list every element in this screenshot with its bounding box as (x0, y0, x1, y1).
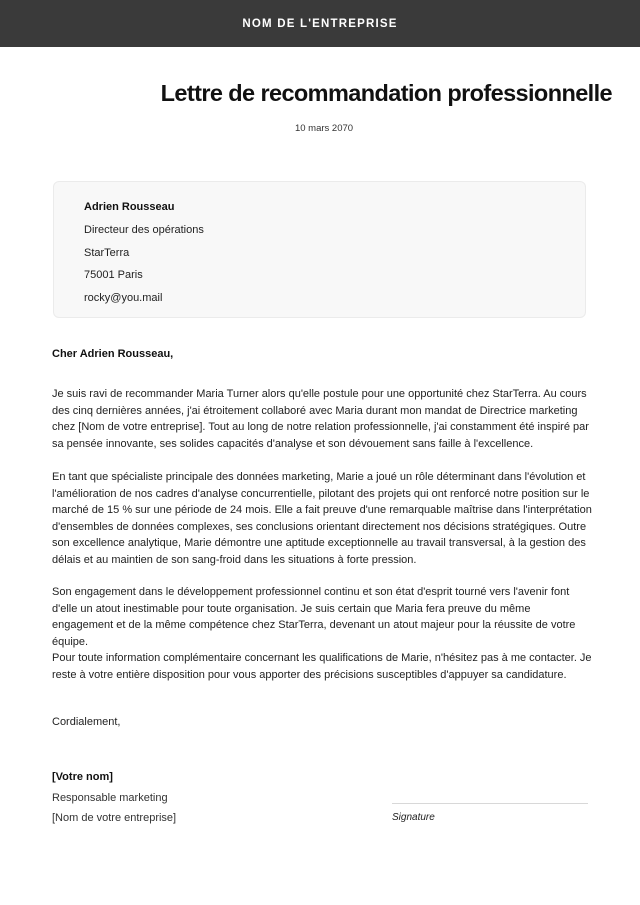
recipient-city: 75001 Paris (84, 269, 143, 281)
signature-label: Signature (392, 812, 435, 823)
recipient-name: Adrien Rousseau (84, 201, 175, 213)
recipient-card (53, 181, 586, 318)
body-paragraph: En tant que spécialiste principale des données marketing, Marie a joué un rôle déterminant dans l'évolution et l'amélioration de nos cadres d'analyse concurrentielle, pilotant des projets qui ont renforcé notre position sur le marché de 15 % sur une période de 24 mois. Elle a fait preuve d'une remarquable maîtrise dans l'interprétation d'ensembles de données complexes, ses conclusions orientant directement nos décisions stratégiques. Outre son excellence analytique, Marie démontre une aptitude exceptionnelle au travail transversal, à la gestion des délais et au maintien de son sang-froid dans les situations à forte pression. (52, 471, 592, 566)
page-title: Lettre de recommandation professionnelle (160, 80, 612, 106)
sender-position: Responsable marketing (52, 792, 168, 804)
company-header (0, 0, 640, 47)
letter-date: 10 mars 2070 (294, 123, 354, 134)
salutation: Cher Adrien Rousseau, (52, 348, 174, 360)
closing: Cordialement, (52, 716, 121, 728)
recipient-position: Directeur des opérations (84, 224, 204, 236)
body-paragraph: Pour toute information complémentaire concernant les qualifications de Marie, n'hésitez pas à me contacter. Je reste à votre entière disposition pour vous apporter des précisions susceptibles d'appuyer sa candidature. (52, 652, 592, 681)
company-name: NOM DE L'ENTREPRISE (242, 17, 398, 30)
sender-name: [Votre nom] (52, 771, 113, 783)
sender-company: [Nom de votre entreprise] (52, 812, 177, 824)
signature-line (392, 803, 588, 804)
body-paragraph: Je suis ravi de recommander Maria Turner alors qu'elle postule pour une opportunité chez StarTerra. Au cours des cinq dernières années, j'ai étroitement collaboré avec Maria durant mon mandat de Directrice marketing chez [Nom de votre entreprise]. Tout au long de notre relation professionnelle, j'ai constamment été inspiré par sa pensée innovante, ses solides capacités d'analyse et son dévouement sans faille à l'excellence. (52, 388, 589, 450)
body-paragraph: Son engagement dans le développement professionnel continu et son état d'esprit tourné vers l'avenir font d'elle un atout inestimable pour toute organisation. Je suis certain que Maria fera preuve du même engagement et de la même compétence chez StarTerra, devenant un atout majeur pour la réussite de votre équipe. (52, 586, 576, 648)
recipient-email: rocky@you.mail (84, 292, 163, 304)
recipient-company: StarTerra (84, 247, 130, 259)
